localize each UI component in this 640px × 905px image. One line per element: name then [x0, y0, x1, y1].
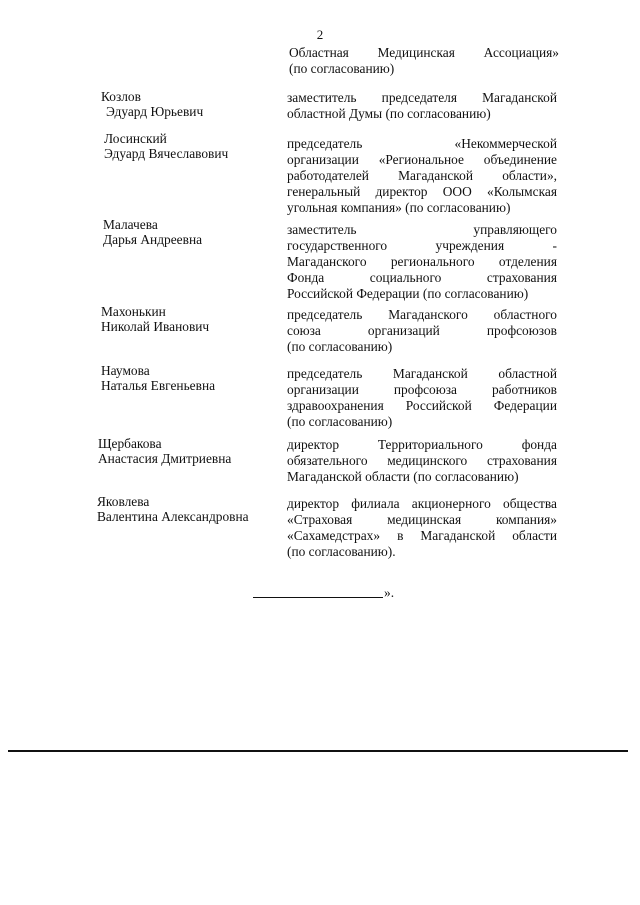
member-role — [287, 307, 557, 355]
member-role — [287, 136, 557, 216]
member-surname: Козлов — [101, 89, 141, 104]
continuation-line: (по согласованию) — [289, 61, 395, 76]
member-role — [287, 366, 557, 430]
member-surname: Малачева — [103, 217, 158, 232]
member-given-names: Николай Иванович — [101, 319, 210, 334]
member-given-names: Валентина Александровна — [97, 509, 249, 524]
member-given-names: Эдуард Вячеславович — [104, 146, 229, 161]
role-line: работодателей Магаданской области», — [287, 168, 557, 183]
member-role — [287, 496, 557, 560]
member-surname: Махонькин — [101, 304, 166, 319]
member-name — [101, 89, 203, 119]
role-line: директор Территориального фонда — [287, 437, 557, 452]
role-line: областной Думы (по согласованию) — [287, 106, 491, 121]
role-line: Магаданского регионального отделения — [287, 254, 557, 269]
member-role — [287, 437, 557, 485]
role-line: «Страховая медицинская компания» — [287, 512, 557, 527]
role-line: (по согласованию) — [287, 414, 393, 429]
role-line: председатель Магаданского областного — [287, 307, 557, 322]
continuation-line: Областная Медицинская Ассоциация» — [289, 45, 559, 60]
member-given-names: Эдуард Юрьевич — [106, 104, 204, 119]
member-surname: Лосинский — [104, 131, 167, 146]
member-surname: Наумова — [101, 363, 150, 378]
role-line: обязательного медицинского страхования — [287, 453, 557, 468]
continuation-text — [289, 45, 559, 77]
closing-quote-mark: ». — [384, 585, 395, 600]
member-name — [101, 363, 215, 393]
role-line: «Сахамедстрах» в Магаданской области — [287, 528, 557, 543]
member-surname: Яковлева — [97, 494, 150, 509]
role-line: угольная компания» (по согласованию) — [287, 200, 511, 215]
role-line: организации профсоюза работников — [287, 382, 557, 397]
role-line: председатель Магаданской областной — [287, 366, 557, 381]
role-line: Российской Федерации (по согласованию) — [287, 286, 529, 301]
role-line: (по согласованию). — [287, 544, 396, 559]
page-number: 2 — [316, 27, 324, 42]
member-name — [101, 304, 209, 334]
closing-line — [253, 585, 394, 601]
member-surname: Щербакова — [98, 436, 162, 451]
role-line: союза организаций профсоюзов — [287, 323, 557, 338]
member-name — [103, 217, 202, 247]
page-bottom-rule — [8, 750, 628, 752]
member-given-names: Анастасия Дмитриевна — [98, 451, 232, 466]
role-line: Магаданской области (по согласованию) — [287, 469, 519, 484]
role-line: председатель «Некоммерческой — [287, 136, 557, 151]
role-line: здравоохранения Российской Федерации — [287, 398, 557, 413]
role-line: заместитель председателя Магаданской — [287, 90, 557, 105]
member-name — [97, 494, 249, 524]
role-line: генеральный директор ООО «Колымская — [287, 184, 557, 199]
role-line: (по согласованию) — [287, 339, 393, 354]
member-name — [104, 131, 228, 161]
role-line: организации «Региональное объединение — [287, 152, 557, 167]
role-line: государственного учреждения - — [287, 238, 557, 253]
member-given-names: Дарья Андреевна — [103, 232, 203, 247]
member-role — [287, 222, 557, 302]
member-given-names: Наталья Евгеньевна — [101, 378, 216, 393]
role-line: Фонда социального страхования — [287, 270, 557, 285]
closing-underline — [253, 597, 383, 598]
role-line: заместитель управляющего — [287, 222, 557, 237]
member-name — [98, 436, 231, 466]
member-role — [287, 90, 557, 122]
role-line: директор филиала акционерного общества — [287, 496, 557, 511]
